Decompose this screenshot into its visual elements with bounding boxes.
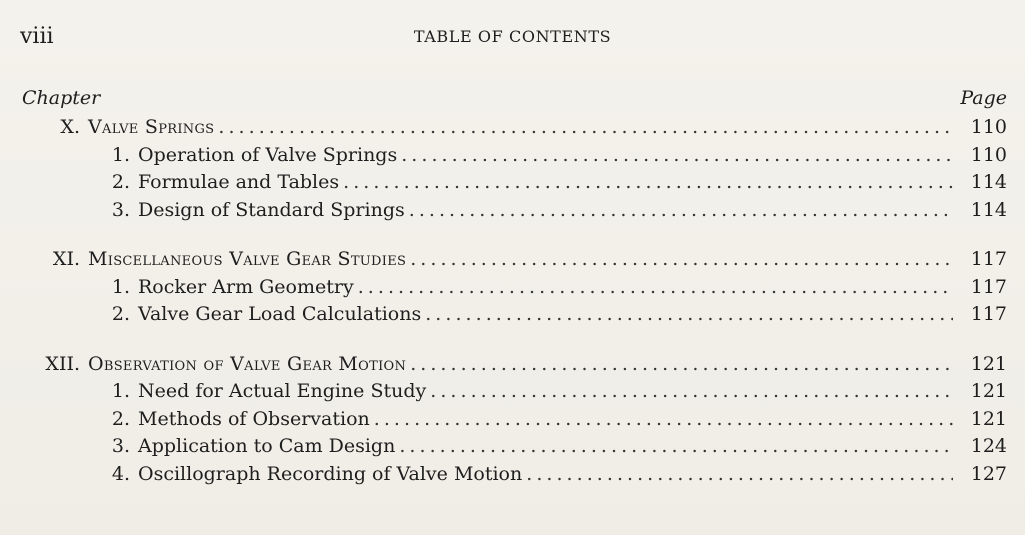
dot-leader — [430, 378, 953, 406]
section-page: 114 — [970, 171, 1007, 193]
section-title: Design of Standard Springs — [138, 198, 405, 221]
section-page: 117 — [970, 303, 1007, 325]
chapter-number: XI. — [52, 248, 80, 270]
section-number: 2. — [111, 171, 130, 193]
chapter-page: 117 — [970, 248, 1007, 270]
section-number: 2. — [111, 407, 130, 430]
section-page: 114 — [970, 198, 1007, 221]
dot-leader — [410, 246, 953, 274]
dot-leader — [526, 461, 953, 489]
section-title: Need for Actual Engine Study — [138, 380, 427, 402]
section-entry — [0, 169, 1025, 197]
chapter-number: X. — [60, 116, 80, 138]
section-title: Rocker Arm Geometry — [138, 275, 354, 298]
chapter-column-header: Chapter — [22, 87, 101, 109]
dot-leader — [343, 169, 953, 197]
section-entry — [0, 378, 1025, 406]
chapter-title: Miscellaneous Valve Gear Studies — [88, 248, 407, 270]
section-title: Formulae and Tables — [138, 171, 340, 193]
section-number: 4. — [111, 462, 130, 485]
section-page: 127 — [970, 462, 1007, 485]
section-entry — [0, 301, 1025, 329]
section-entry — [0, 461, 1025, 489]
section-title: Operation of Valve Springs — [138, 143, 398, 166]
section-number: 1. — [111, 380, 130, 402]
running-head: TABLE OF CONTENTS — [413, 27, 612, 46]
section-page: 121 — [970, 380, 1007, 402]
dot-leader — [374, 406, 953, 434]
chapter-page: 110 — [970, 116, 1007, 138]
dot-leader — [409, 197, 953, 225]
dot-leader — [401, 142, 953, 170]
dot-leader — [218, 114, 953, 142]
chapter-group — [0, 246, 1025, 329]
section-title: Valve Gear Load Calculations — [138, 303, 422, 325]
section-page: 121 — [970, 407, 1007, 430]
section-number: 2. — [111, 303, 130, 325]
section-title: Application to Cam Design — [138, 435, 396, 457]
page-number: viii — [20, 24, 54, 49]
section-entry — [0, 197, 1025, 225]
section-entry — [0, 433, 1025, 461]
table-of-contents — [0, 114, 1025, 510]
section-entry — [0, 142, 1025, 170]
section-number: 3. — [111, 435, 130, 457]
section-title: Oscillograph Recording of Valve Motion — [138, 462, 523, 485]
chapter-number: XII. — [45, 352, 80, 375]
chapter-title: Valve Springs — [88, 116, 215, 138]
page-column-header: Page — [960, 87, 1007, 109]
chapter-group — [0, 114, 1025, 224]
section-page: 117 — [970, 275, 1007, 298]
dot-leader — [410, 351, 953, 379]
chapter-entry — [0, 114, 1025, 142]
section-page: 124 — [970, 435, 1007, 457]
section-number: 3. — [111, 198, 130, 221]
dot-leader — [425, 301, 953, 329]
section-title: Methods of Observation — [138, 407, 370, 430]
chapter-title: Observation of Valve Gear Motion — [88, 352, 407, 375]
dot-leader — [358, 274, 953, 302]
chapter-page: 121 — [970, 352, 1007, 375]
section-entry — [0, 274, 1025, 302]
section-number: 1. — [111, 275, 130, 298]
section-entry — [0, 406, 1025, 434]
chapter-group — [0, 351, 1025, 489]
section-number: 1. — [111, 143, 130, 166]
chapter-entry — [0, 351, 1025, 379]
section-page: 110 — [970, 143, 1007, 166]
dot-leader — [399, 433, 953, 461]
chapter-entry — [0, 246, 1025, 274]
